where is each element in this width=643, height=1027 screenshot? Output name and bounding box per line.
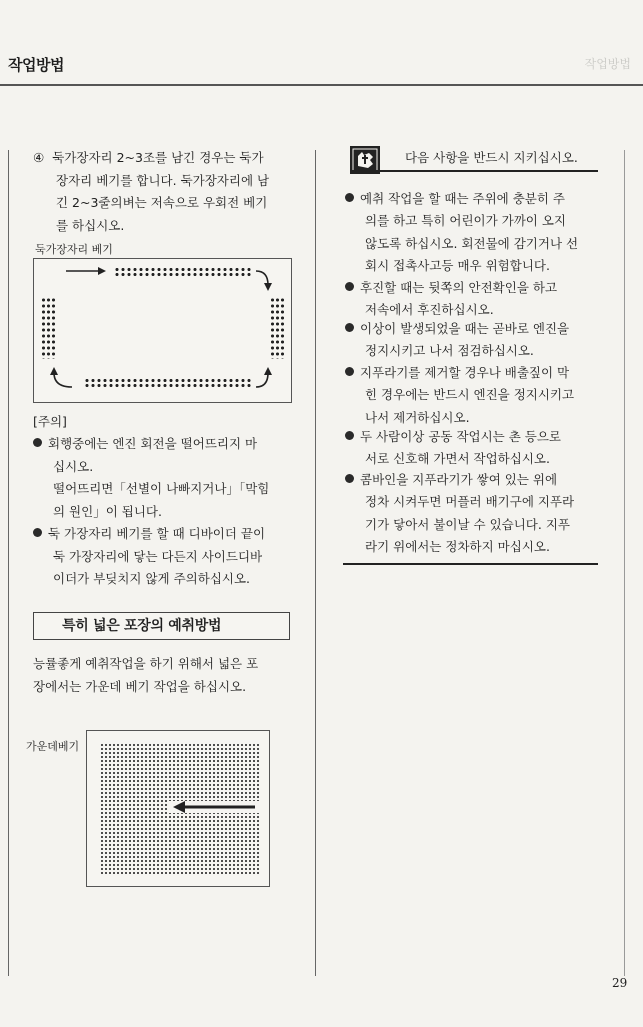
bullet-icon (345, 431, 354, 440)
caution-2-line-1: 후진할 때는 뒷쪽의 안전확인을 하고 (345, 277, 602, 299)
warning-2-line-3: 이더가 부딪치지 않게 주의하십시오. (53, 571, 251, 586)
warning-2 (33, 523, 298, 591)
warning-1-line-2: 십시오. (53, 458, 94, 474)
warning-1 (33, 433, 298, 523)
column-divider (315, 150, 316, 976)
caution-5 (345, 426, 602, 471)
caution-1 (345, 188, 602, 277)
caution-4-line-3: 나서 제거하십시오. (365, 409, 470, 425)
caution-1-line-4: 회시 접촉사고등 매우 위험합니다. (365, 257, 550, 273)
item-4-line-2: 장자리 베기를 합니다. 둑가장자리에 남 (56, 172, 270, 188)
arrow-left-icon (87, 731, 269, 886)
caution-4-line-1: 지푸라기를 제거할 경우나 배출짚이 막 (345, 362, 602, 384)
caution-1-line-3: 않도록 하십시오. 회전물에 감기거나 선 (365, 235, 579, 251)
section-title: 특히 넓은 포장의 예취방법 (62, 618, 222, 634)
item-4-line-3: 긴 2~3줄의벼는 저속으로 우회전 베기 (56, 195, 268, 210)
caution-4-line-2: 힌 경우에는 반드시 엔진을 정지시키고 (365, 387, 575, 403)
warning-1-line-4: 의 원인」이 됩니다. (53, 503, 162, 519)
warning-2-line-1: 둑 가장자리 베기를 할 때 디바이더 끝이 (33, 523, 298, 546)
border-cutting-diagram (33, 258, 292, 403)
caution-5-line-2: 서로 신호해 가면서 작업하십시오. (365, 451, 550, 467)
caution-2 (345, 277, 602, 322)
header-rule (0, 84, 643, 86)
note-label: [주의] (33, 414, 67, 429)
path-arrows-icon (34, 259, 291, 402)
item-4-line-1: ④ 둑가장자리 2~3조를 남긴 경우는 둑가 (33, 150, 264, 165)
caution-1-line-2: 의를 하고 특히 어린이가 가까이 오지 (365, 213, 566, 229)
caution-6-line-4: 라기 위에서는 정차하지 마십시오. (365, 538, 550, 554)
item-4-marker: ④ (33, 150, 45, 165)
warning-1-line-3: 떨어뜨리면「선별이 나빠지거나」「막힘 (53, 481, 270, 496)
caution-3-line-2: 정지시키고 나서 점검하십시오. (365, 343, 534, 359)
item-4-line-4: 를 하십시오. (56, 217, 125, 233)
bullet-icon (345, 193, 354, 202)
left-border (8, 150, 9, 976)
bullet-icon (345, 367, 354, 376)
caution-header-rule (350, 170, 598, 172)
caution-header (350, 146, 599, 176)
bullet-icon (345, 282, 354, 291)
center-cutting-diagram (86, 730, 270, 887)
caution-6-line-1: 콤바인을 지푸라기가 쌓여 있는 위에 (345, 469, 602, 491)
bullet-icon (345, 474, 354, 483)
page-number: 29 (612, 976, 628, 990)
caution-6 (345, 469, 602, 558)
caution-2-line-2: 저속에서 후진하십시오. (365, 302, 494, 318)
bullet-icon (345, 323, 354, 332)
diagram-1-caption: 둑가장자리 베기 (35, 243, 113, 256)
caution-5-line-1: 두 사람이상 공동 작업시는 촌 등으로 (345, 426, 602, 448)
caution-6-line-2: 정차 시켜두면 머플러 배기구에 지푸라 (365, 494, 575, 510)
warning-1-line-1: 회행중에는 엔진 회전을 떨어뜨리지 마 (33, 433, 298, 456)
bullet-icon (33, 528, 42, 537)
right-border (624, 150, 625, 976)
diagram-2-caption: 가운데베기 (26, 740, 80, 753)
warning-2-line-2: 둑 가장자리에 닿는 다든지 사이드디바 (53, 548, 263, 564)
section-line-2: 장에서는 가운데 베기 작업을 하십시오. (33, 678, 247, 694)
caution-header-text: 다음 사항을 반드시 지키십시오. (405, 150, 578, 165)
bullet-icon (33, 438, 42, 447)
section-line-1: 능률좋게 예취작업을 하기 위해서 넓은 포 (33, 656, 259, 671)
item-4 (33, 147, 298, 237)
section-body (33, 653, 298, 698)
caution-end-rule (343, 563, 598, 565)
ghost-page-title: 작업방법 (584, 57, 631, 71)
caution-3 (345, 318, 602, 363)
caution-3-line-1: 이상이 발생되었을 때는 곧바로 엔진을 (345, 318, 602, 340)
caution-1-line-1: 예취 작업을 할 때는 주위에 충분히 주 (345, 188, 602, 210)
caution-4 (345, 362, 602, 429)
page-title: 작업방법 (8, 56, 64, 74)
section-header-box (33, 612, 290, 640)
caution-6-line-3: 기가 닿아서 불이날 수 있습니다. 지푸 (365, 516, 570, 532)
